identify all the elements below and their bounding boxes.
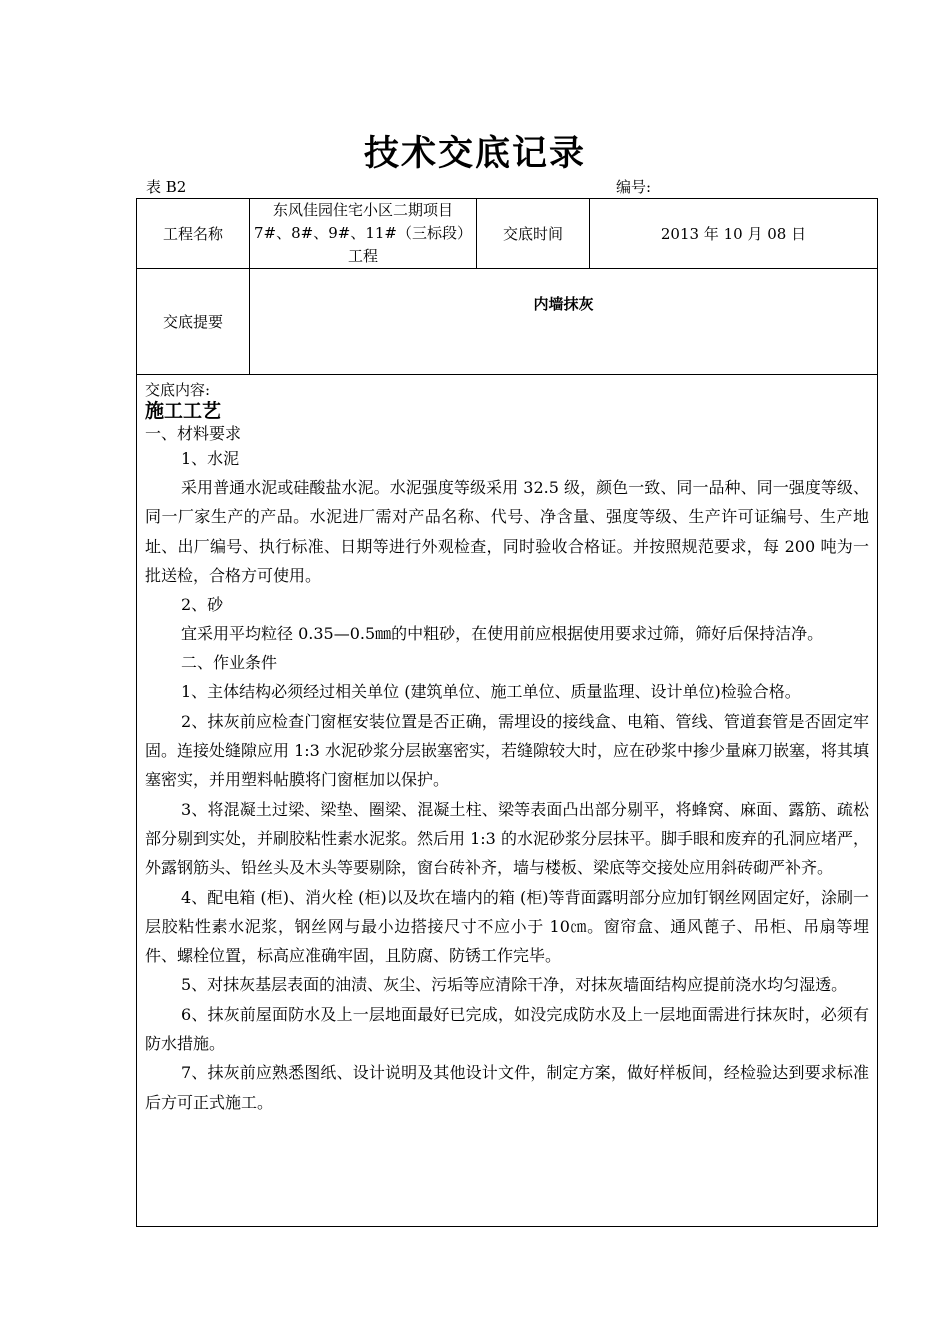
page-title: 技术交底记录	[363, 134, 586, 174]
content-label: 交底内容:	[145, 381, 211, 399]
condition-item: 4、配电箱 (柜)、消火栓 (柜)以及坎在墙内的箱 (柜)等背面露明部分应加钉钢丝网固定好，涂刷一层胶粘性素水泥浆，钢丝网与最小边搭接尺寸不应小于 10㎝。窗帘盒、通风蓖子、吊柜、吊扇等埋件、螺栓位置，标高应准确牢固，且防腐、防锈工作完毕。	[145, 887, 869, 966]
project-name-label: 工程名称	[137, 199, 250, 269]
record-table	[136, 198, 878, 1227]
condition-item: 2、抹灰前应检查门窗框安装位置是否正确，需埋设的接线盒、电箱、管线、管道套管是否固定牢固。连接处缝隙应用 1:3 水泥砂浆分层嵌塞密实，若缝隙较大时，应在砂浆中掺少量麻刀嵌塞，将其填塞密实，并用塑料帖膜将门窗框加以保护。	[145, 711, 869, 790]
item1-text: 采用普通水泥或硅酸盐水泥。水泥强度等级采用 32.5 级，颜色一致、同一品种、同一强度等级、同一厂家生产的产品。水泥进厂需对产品名称、代号、净含量、强度等级、生产许可证编号、生产地址、出厂编号、执行标准、日期等进行外观检查，同时验收合格证。并按照规范要求，每 200 吨为一批送检，合格方可使用。	[145, 478, 869, 585]
project-name-line2: 7#、8#、9#、11#（三标段）工程	[254, 224, 472, 265]
item2-text: 宜采用平均粒径 0.35—0.5㎜的中粗砂，在使用前应根据使用要求过筛，筛好后保持洁净。	[181, 624, 824, 644]
summary-row	[137, 269, 878, 375]
part1-title: 一、材料要求	[145, 424, 242, 443]
form-number: 表 B2	[146, 178, 187, 196]
item2-title: 2、砂	[181, 595, 224, 615]
project-name-line1: 东风佳园住宅小区二期项目	[272, 201, 453, 219]
condition-item: 5、对抹灰基层表面的油渍、灰尘、污垢等应清除干净，对抹灰墙面结构应提前浇水均匀湿透。	[181, 975, 848, 995]
summary-value: 内墙抹灰	[250, 269, 878, 375]
serial-number-label: 编号:	[616, 178, 652, 196]
header-row	[137, 199, 878, 269]
condition-item: 6、抹灰前屋面防水及上一层地面最好已完成，如没完成防水及上一层地面需进行抹灰时，必须有防水措施。	[145, 1004, 869, 1054]
handover-time-label: 交底时间	[477, 199, 590, 269]
condition-item: 1、主体结构必须经过相关单位 (建筑单位、施工单位、质量监理、设计单位)检验合格。	[181, 682, 801, 702]
content-cell	[137, 375, 878, 1227]
condition-item: 7、抹灰前应熟悉图纸、设计说明及其他设计文件，制定方案，做好样板间，经检验达到要求标准后方可正式施工。	[145, 1063, 869, 1112]
condition-item: 3、将混凝土过梁、梁垫、圈梁、混凝土柱、梁等表面凸出部分剔平，将蜂窝、麻面、露筋、疏松部分剔到实处，并刷胶粘性素水泥浆。然后用 1:3 的水泥砂浆分层抹平。脚手眼和废弃的孔洞应堵严，外露钢筋头、铅丝头及木头等要剔除，窗台砖补齐，墙与楼板、梁底等交接处应用斜砖砌严补齐。	[145, 799, 869, 878]
summary-label: 交底提要	[137, 269, 250, 375]
content-row	[137, 375, 878, 1227]
section-title: 施工工艺	[145, 400, 222, 422]
part2-title: 二、作业条件	[181, 653, 278, 673]
handover-date-value: 2013 年 10 月 08 日	[590, 199, 878, 269]
project-name-value	[250, 199, 477, 269]
item1-title: 1、水泥	[181, 449, 240, 468]
